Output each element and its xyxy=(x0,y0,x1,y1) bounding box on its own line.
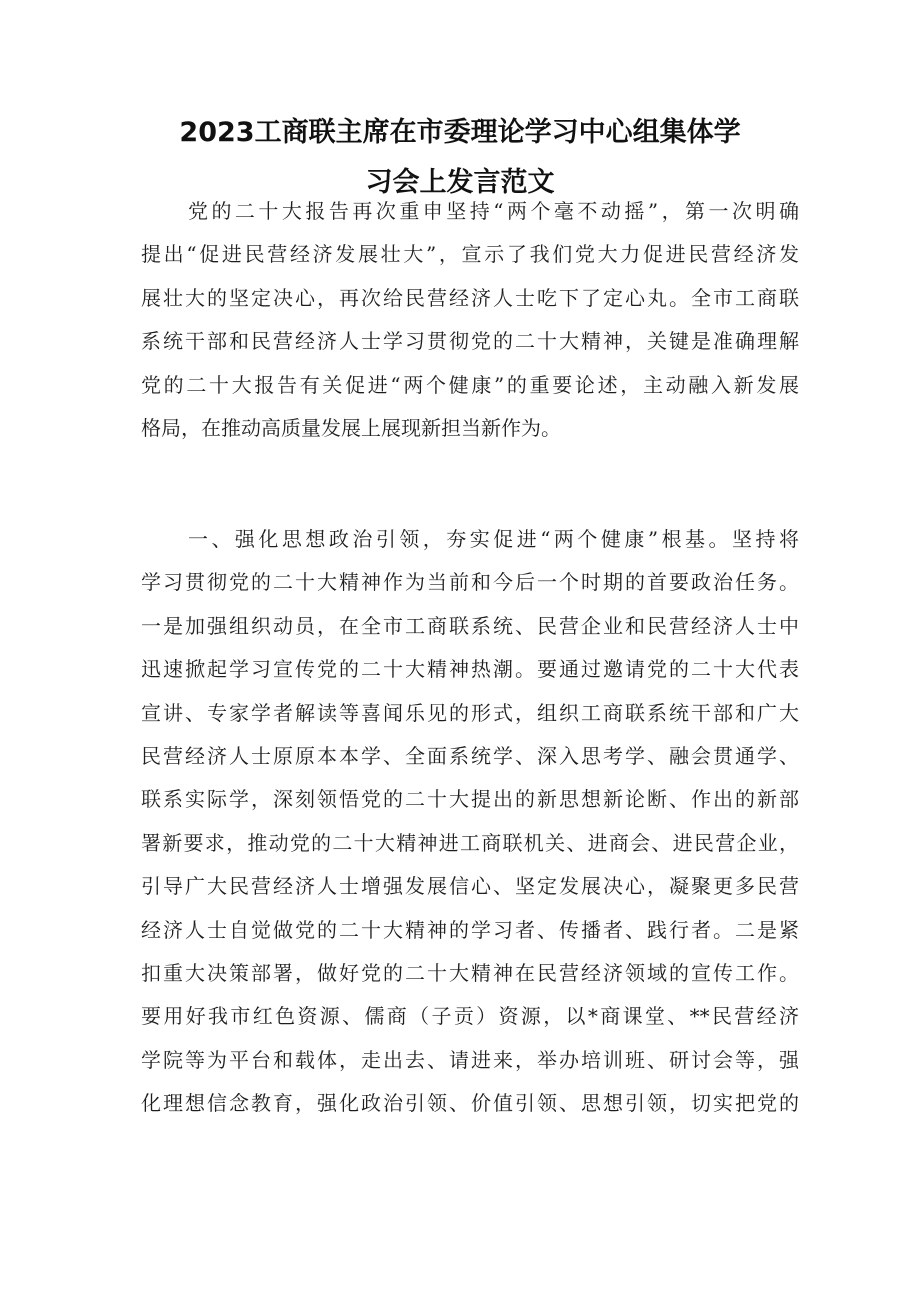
text-line: 联系实际学，深刻领悟党的二十大提出的新思想新论断、作出的新部 xyxy=(141,787,799,812)
text-line: 署新要求，推动党的二十大精神进工商联机关、进商会、进民营企业， xyxy=(141,830,799,855)
text-line: 迅速掀起学习宣传党的二十大精神热潮。要通过邀请党的二十大代表 xyxy=(141,657,799,682)
text-line: 党的二十大报告有关促进“两个健康”的重要论述，主动融入新发展 xyxy=(141,372,799,397)
text-line: 扣重大决策部署，做好党的二十大精神在民营经济领域的宣传工作。 xyxy=(141,960,799,985)
text-line: 引导广大民营经济人士增强发展信心、坚定发展决心，凝聚更多民营 xyxy=(141,874,799,899)
text-line: 展壮大的坚定决心，再次给民营经济人士吃下了定心丸。全市工商联 xyxy=(141,285,799,310)
paragraph-section-1 xyxy=(141,518,799,1125)
text-line: 民营经济人士原原本本学、全面系统学、深入思考学、融会贯通学、 xyxy=(141,743,799,768)
text-line: 学习贯彻党的二十大精神作为当前和今后一个时期的首要政治任务。 xyxy=(141,570,799,595)
text-line: 系统干部和民营经济人士学习贯彻党的二十大精神，关键是准确理解 xyxy=(141,329,799,354)
text-line: 化理想信念教育，强化政治引领、价值引领、思想引领，切实把党的 xyxy=(141,1091,799,1116)
title-line-1: 2023工商联主席在市委理论学习中心组集体学 xyxy=(179,117,741,148)
title-line-2: 习会上发言范文 xyxy=(365,167,555,198)
text-line: 学院等为平台和载体，走出去、请进来，举办培训班、研讨会等，强 xyxy=(141,1047,799,1072)
text-line: 提出“促进民营经济发展壮大”，宣示了我们党大力促进民营经济发 xyxy=(141,242,799,267)
text-line: 宣讲、专家学者解读等喜闻乐见的形式，组织工商联系统干部和广大 xyxy=(141,700,799,725)
text-line: 经济人士自觉做党的二十大精神的学习者、传播者、践行者。二是紧 xyxy=(141,917,799,942)
text-line: 要用好我市红色资源、儒商（子贡）资源，以*商课堂、**民营经济 xyxy=(141,1004,799,1029)
text-line: 格局，在推动高质量发展上展现新担当新作为。 xyxy=(141,415,561,440)
text-line: 一是加强组织动员，在全市工商联系统、民营企业和民营经济人士中 xyxy=(141,613,799,638)
text-line: 党的二十大报告再次重申坚持“两个毫不动摇”，第一次明确 xyxy=(141,199,799,223)
text-line: 一、强化思想政治引领，夯实促进“两个健康”根基。坚持将 xyxy=(141,527,799,551)
paragraph-intro xyxy=(141,190,799,450)
